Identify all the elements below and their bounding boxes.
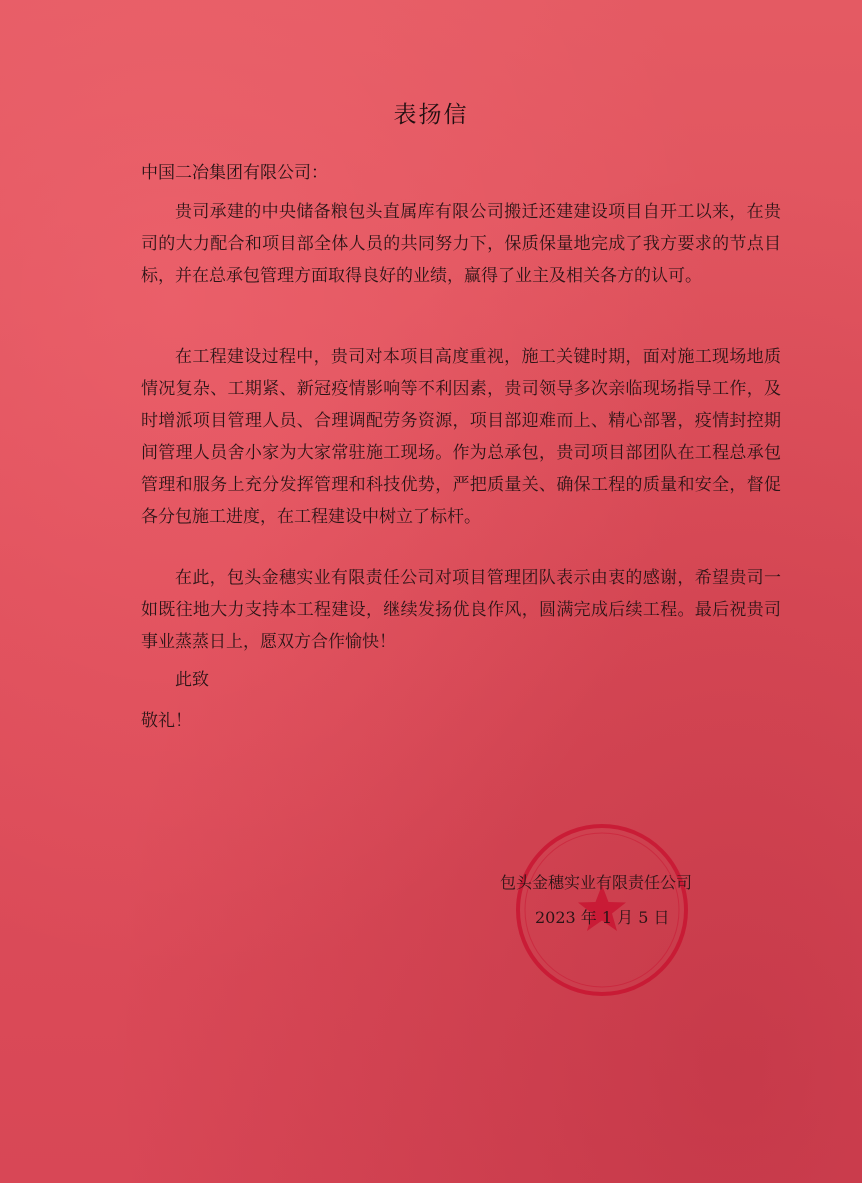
letter-paragraph-2 [141,341,781,533]
paragraph-text: 在此，包头金穗实业有限责任公司对项目管理团队表示由衷的感谢，希望贵司一如既往地大力支持本工程建设，继续发扬优良作风，圆满完成后续工程。最后祝贵司事业蒸蒸日上，愿双方合作愉快！ [141,568,781,652]
letter-regards: 敬礼！ [141,711,192,731]
letter-paragraph-3 [141,562,781,658]
letter-title: 表扬信 [393,102,469,128]
sign-date: 2023 年 1 月 5 日 [535,908,670,927]
signer-name: 包头金穗实业有限责任公司 [500,873,693,892]
paragraph-text: 贵司承建的中央储备粮包头直属库有限公司搬迁还建建设项目自开工以来，在贵司的大力配合和项目部全体人员的共同努力下，保质保量地完成了我方要求的节点目标，并在总承包管理方面取得良好的业绩，赢得了业主及相关各方的认可。 [141,202,781,286]
letter-closing: 此致 [175,670,209,690]
letter-salutation: 中国二冶集团有限公司： [141,163,328,183]
paragraph-text: 在工程建设过程中，贵司对本项目高度重视，施工关键时期，面对施工现场地质情况复杂、工期紧、新冠疫情影响等不利因素，贵司领导多次亲临现场指导工作，及时增派项目管理人员、合理调配劳务资源，项目部迎难而上、精心部署，疫情封控期间管理人员舍小家为大家常驻施工现场。作为总承包，贵司项目部团队在工程总承包管理和服务上充分发挥管理和科技优势，严把质量关、确保工程的质量和安全，督促各分包施工进度，在工程建设中树立了标杆。 [141,347,781,527]
letter-paragraph-1 [141,196,781,292]
